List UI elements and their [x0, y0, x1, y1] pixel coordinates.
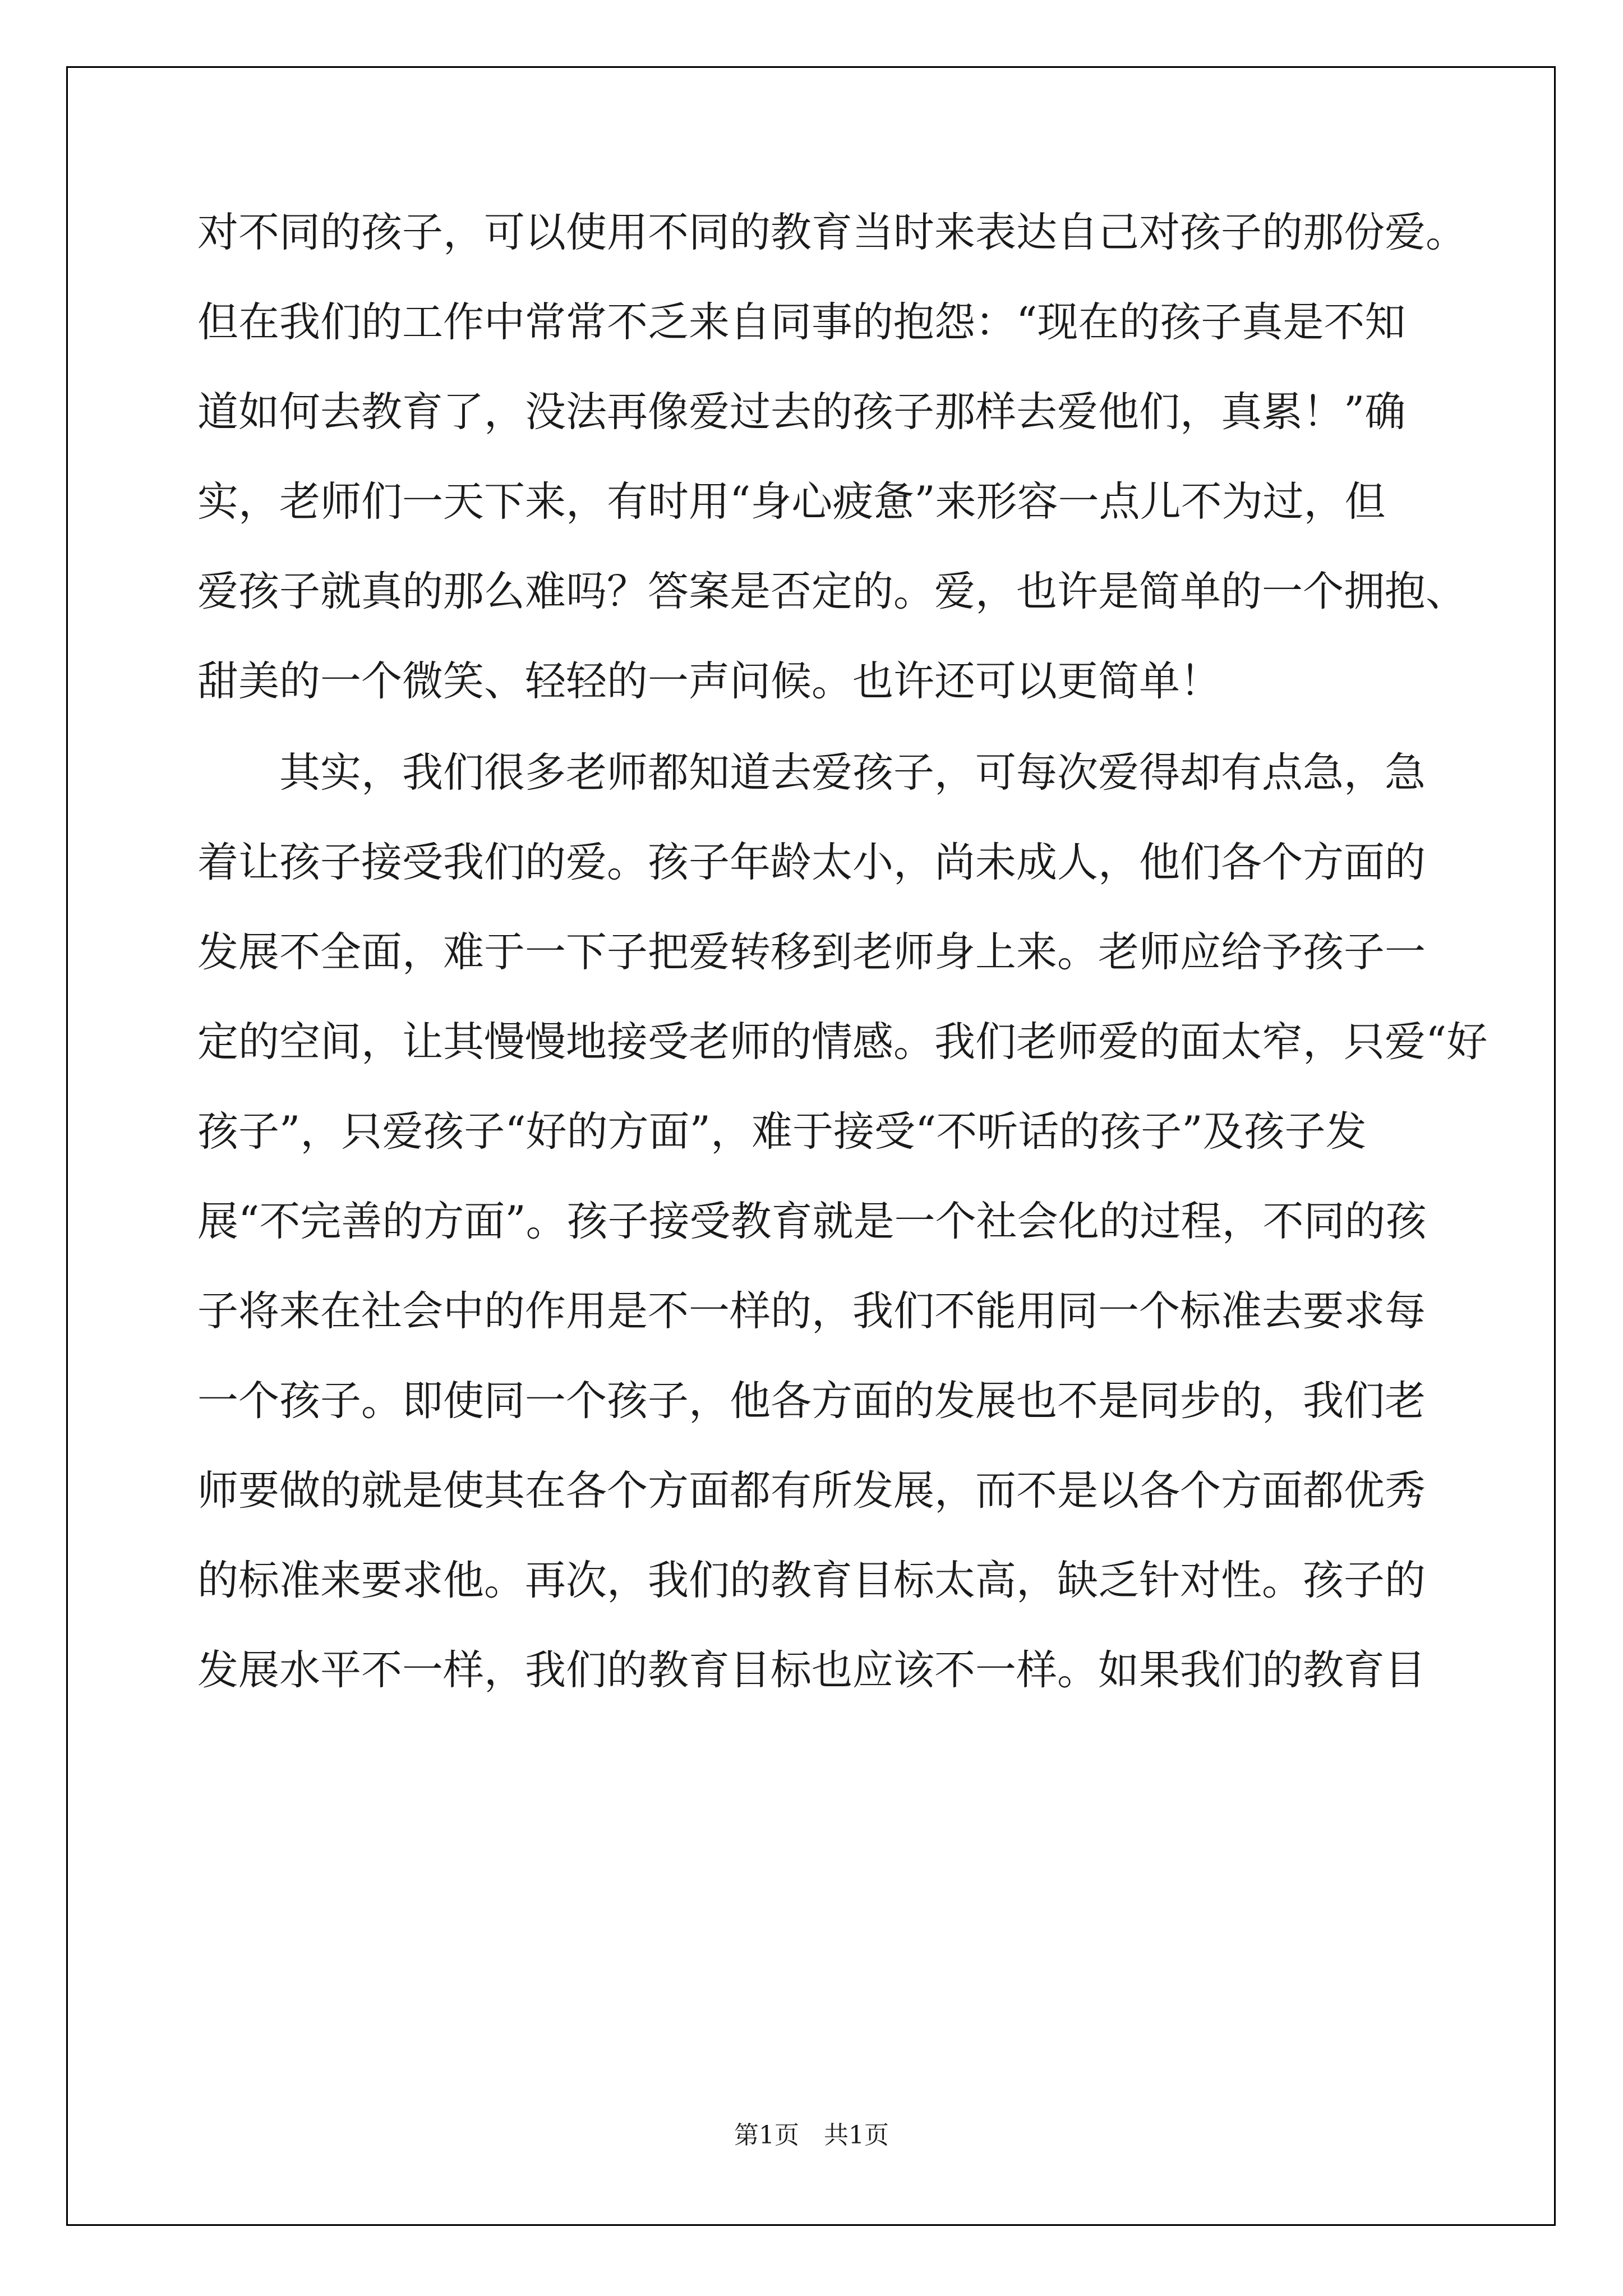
text-line: 发展水平不一样，我们的教育目标也应该不一样。如果我们的教育目: [197, 1646, 1426, 1694]
text-line: 道如何去教育了，没法再像爱过去的孩子那样去爱他们，真累！”确: [197, 388, 1406, 436]
text-line: 展“不完善的方面”。孩子接受教育就是一个社会化的过程，不同的孩: [197, 1198, 1427, 1245]
text-line: 着让孩子接受我们的爱。孩子年龄太小，尚未成人，他们各个方面的: [197, 839, 1426, 886]
text-line: 师要做的就是使其在各个方面都有所发展，而不是以各个方面都优秀: [197, 1467, 1426, 1515]
text-line: 对不同的孩子，可以使用不同的教育当时来表达自己对孩子的那份爱。: [197, 209, 1467, 256]
text-line: 孩子”，只爱孩子“好的方面”，难于接受“不听话的孩子”及孩子发: [197, 1108, 1367, 1156]
text-line: 一个孩子。即使同一个孩子，他各方面的发展也不是同步的，我们老: [197, 1377, 1426, 1425]
text-line: 但在我们的工作中常常不乏来自同事的抱怨：“现在的孩子真是不知: [197, 298, 1406, 346]
text-line: 甜美的一个微笑、轻轻的一声问候。也许还可以更简单！: [197, 657, 1221, 705]
page-footer: 第1页 共1页: [734, 2121, 889, 2150]
text-line: 的标准来要求他。再次，我们的教育目标太高，缺乏针对性。孩子的: [197, 1557, 1426, 1604]
text-line: 定的空间，让其慢慢地接受老师的情感。我们老师爱的面太窄，只爱“好: [197, 1018, 1488, 1066]
text-line: 发展不全面，难于一下子把爱转移到老师身上来。老师应给予孩子一: [197, 928, 1426, 976]
text-line: 子将来在社会中的作用是不一样的，我们不能用同一个标准去要求每: [197, 1287, 1426, 1335]
text-line: 其实，我们很多老师都知道去爱孩子，可每次爱得却有点急，急: [197, 749, 1426, 797]
text-line: 爱孩子就真的那么难吗？答案是否定的。爱，也许是简单的一个拥抱、: [197, 568, 1467, 615]
text-line: 实，老师们一天下来，有时用“身心疲惫”来形容一点儿不为过，但: [197, 478, 1386, 526]
